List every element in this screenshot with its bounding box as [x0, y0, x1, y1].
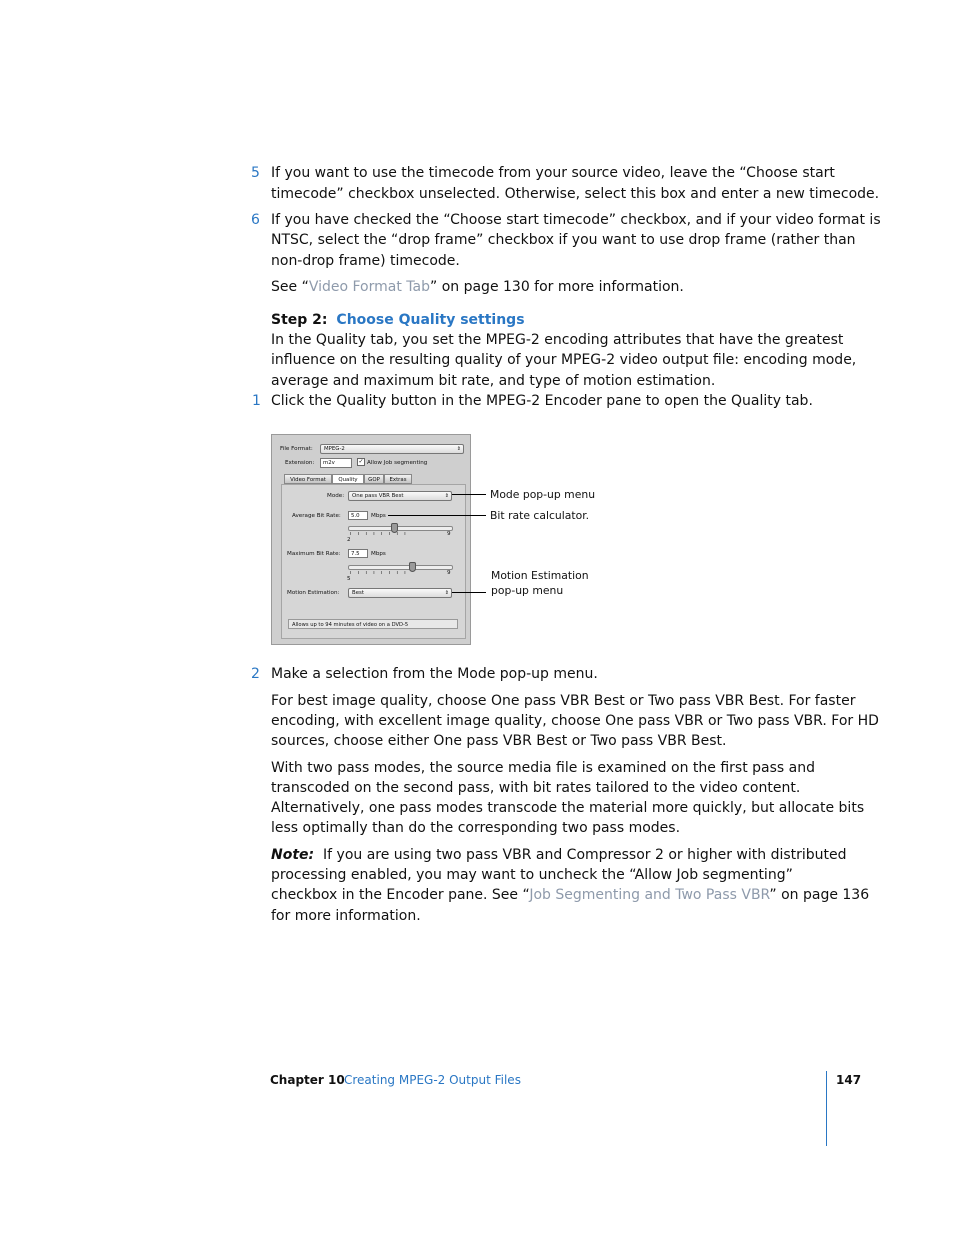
- step-number-1: 1: [252, 393, 261, 409]
- note-line-3-suffix: ” on page 136: [769, 887, 870, 903]
- bitrate-callout: Bit rate calculator.: [490, 509, 590, 522]
- avg-slider-min: 2: [347, 537, 351, 543]
- footer-divider: [826, 1071, 827, 1146]
- intro-line-1: In the Quality tab, you set the MPEG-2 encoding attributes that have the greatest: [271, 332, 844, 348]
- para-1-line-1: For best image quality, choose One pass VBR Best or Two pass VBR Best. For faster: [271, 693, 856, 709]
- see-suffix: ” on page 130 for more information.: [430, 279, 684, 295]
- step-5-line-2: timecode” checkbox unselected. Otherwise, select this box and enter a new timecode.: [271, 186, 880, 202]
- popup-arrows-icon: ⇕: [444, 493, 449, 499]
- note-line-2: processing enabled, you may want to uncheck the “Allow Job segmenting”: [271, 867, 793, 883]
- step-2-text: Make a selection from the Mode pop-up menu.: [271, 666, 598, 682]
- footer-chapter: Chapter 10: [270, 1073, 345, 1087]
- avg-slider-max: 9: [447, 531, 451, 537]
- job-segmenting-link[interactable]: Job Segmenting and Two Pass VBR: [529, 887, 770, 903]
- max-slider-max: 9: [447, 570, 451, 576]
- intro-line-2: influence on the resulting quality of your MPEG-2 video output file: encoding mode,: [271, 352, 857, 368]
- max-slider-min: 5: [347, 576, 351, 582]
- step-6-line-3: non-drop frame) timecode.: [271, 253, 460, 269]
- motion-callout-line-2: pop-up menu: [491, 584, 564, 597]
- step-2-heading: [271, 310, 525, 330]
- popup-arrows-icon: ⇕: [444, 590, 449, 596]
- max-slider-ticks: ı ı ı ı ı ı ı ı: [350, 570, 406, 576]
- max-bit-rate-unit: Mbps: [371, 551, 386, 557]
- see-prefix: See “: [271, 279, 309, 295]
- page-number: 147: [836, 1073, 862, 1087]
- note-text-1: If you are using two pass VBR and Compressor 2 or higher with distributed: [323, 847, 847, 863]
- max-bit-rate-slider-knob[interactable]: [409, 562, 416, 572]
- avg-slider-ticks: ı ı ı ı ı ı ı ı: [350, 531, 406, 537]
- quality-pane: [281, 484, 466, 639]
- file-format-popup[interactable]: [320, 444, 464, 454]
- max-bit-rate-label: Maximum Bit Rate:: [287, 551, 341, 557]
- motion-callout-line-1: Motion Estimation: [491, 569, 589, 582]
- note-label: Note:: [271, 847, 315, 863]
- avg-bit-rate-field[interactable]: 5.0: [348, 511, 368, 520]
- mode-callout-line: [452, 494, 486, 495]
- quality-tab-screenshot: [271, 434, 471, 645]
- mode-label: Mode:: [327, 493, 345, 499]
- choose-quality-settings-link[interactable]: Choose Quality settings: [336, 312, 525, 328]
- para-1-line-2: encoding, with excellent image quality, choose One pass VBR or Two pass VBR. For HD: [271, 713, 879, 729]
- step-6-line-1: If you have checked the “Choose start timecode” checkbox, and if your video format is: [271, 212, 881, 228]
- bitrate-callout-line: [388, 515, 486, 516]
- allow-segmenting-label: Allow Job segmenting: [367, 460, 428, 466]
- motion-callout-line: [452, 592, 486, 593]
- avg-bit-rate-label: Average Bit Rate:: [292, 513, 341, 519]
- file-format-label: File Format:: [280, 446, 313, 452]
- note-line-3: [271, 885, 869, 905]
- extension-field[interactable]: m2v: [320, 458, 352, 468]
- mode-callout: Mode pop-up menu: [490, 488, 596, 501]
- para-2-line-1: With two pass modes, the source media file is examined on the first pass and: [271, 760, 815, 776]
- motion-estimation-popup[interactable]: [348, 588, 452, 598]
- step-number-2: 2: [251, 666, 260, 682]
- max-bit-rate-field[interactable]: 7.5: [348, 549, 368, 558]
- tab-gop[interactable]: GOP: [364, 474, 384, 484]
- step-2-label: Step 2:: [271, 312, 328, 328]
- avg-bit-rate-unit: Mbps: [371, 513, 386, 519]
- note-line-1: [271, 845, 847, 865]
- tab-extras[interactable]: Extras: [384, 474, 412, 484]
- file-format-value: MPEG-2: [324, 446, 345, 452]
- dvd-capacity-info: Allows up to 94 minutes of video on a DVD-5: [288, 619, 458, 629]
- step-1-text: Click the Quality button in the MPEG-2 Encoder pane to open the Quality tab.: [271, 393, 813, 409]
- see-video-format: [271, 277, 684, 297]
- para-2-line-4: less optimally than do the corresponding two pass modes.: [271, 820, 681, 836]
- motion-estimation-label: Motion Estimation:: [287, 590, 340, 596]
- intro-line-3: average and maximum bit rate, and type of motion estimation.: [271, 373, 716, 389]
- para-1-line-3: sources, choose either One pass VBR Best or Two pass VBR Best.: [271, 733, 727, 749]
- allow-segmenting-checkbox[interactable]: ✓: [358, 458, 364, 465]
- video-format-tab-link[interactable]: Video Format Tab: [308, 279, 430, 295]
- note-line-4: for more information.: [271, 908, 421, 924]
- extension-label: Extension:: [285, 460, 315, 466]
- mode-value: One pass VBR Best: [352, 493, 404, 499]
- tab-video-format[interactable]: Video Format: [284, 474, 332, 484]
- step-5-line-1: If you want to use the timecode from your source video, leave the “Choose start: [271, 165, 835, 181]
- footer-chapter-title[interactable]: Creating MPEG-2 Output Files: [344, 1073, 521, 1087]
- tab-quality[interactable]: Quality: [332, 474, 364, 484]
- step-number-6: 6: [251, 212, 260, 228]
- para-2-line-2: transcoded on the second pass, with bit rates tailored to the video content.: [271, 780, 801, 796]
- step-6-line-2: NTSC, select the “drop frame” checkbox if you want to use drop frame (rather than: [271, 232, 856, 248]
- step-number-5: 5: [251, 165, 260, 181]
- popup-arrows-icon: ⇕: [456, 446, 461, 452]
- mode-popup[interactable]: [348, 491, 452, 501]
- para-2-line-3: Alternatively, one pass modes transcode the material more quickly, but allocate bits: [271, 800, 865, 816]
- note-line-3-prefix: checkbox in the Encoder pane. See “: [271, 887, 530, 903]
- motion-estimation-value: Best: [352, 590, 364, 596]
